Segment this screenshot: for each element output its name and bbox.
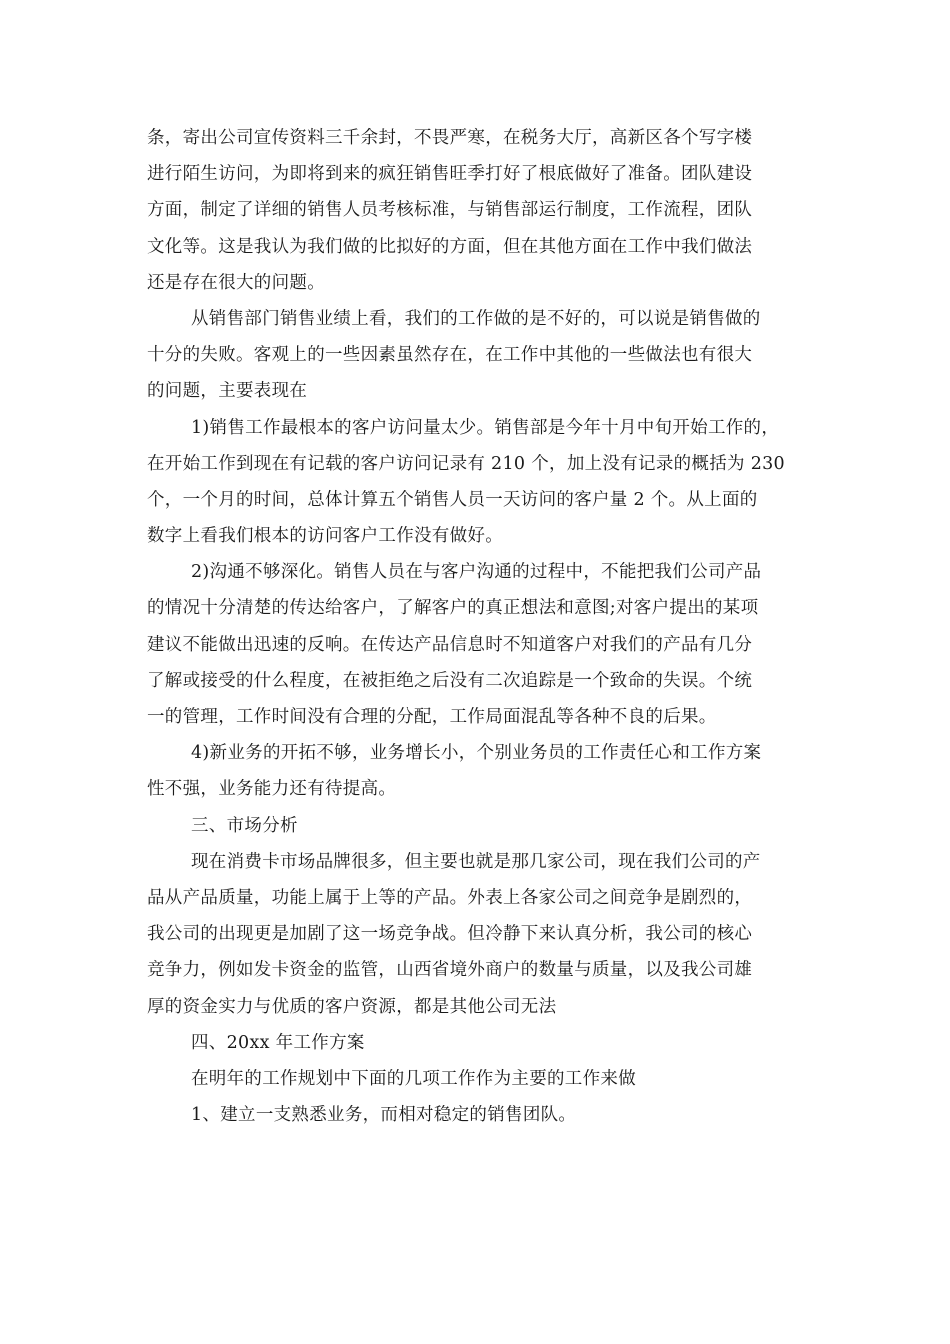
text-line: 1、建立一支熟悉业务，而相对稳定的销售团队。 bbox=[191, 1105, 577, 1126]
text-line: 三、市场分析 bbox=[191, 815, 298, 836]
text-line: 进行陌生访问，为即将到来的疯狂销售旺季打好了根底做好了准备。团队建设 bbox=[147, 164, 753, 185]
text-line: 在明年的工作规划中下面的几项工作作为主要的工作来做 bbox=[191, 1068, 636, 1089]
text-line: 数字上看我们根本的访问客户工作没有做好。 bbox=[147, 526, 503, 547]
text-line: 建议不能做出迅速的反响。在传达产品信息时不知道客户对我们的产品有几分 bbox=[147, 634, 753, 655]
text-line: 了解或接受的什么程度，在被拒绝之后没有二次追踪是一个致命的失误。个统 bbox=[147, 670, 753, 691]
text-line: 方面，制定了详细的销售人员考核标准，与销售部运行制度，工作流程，团队 bbox=[147, 200, 753, 221]
text-line: 十分的失败。客观上的一些因素虽然存在，在工作中其他的一些做法也有很大 bbox=[147, 345, 753, 366]
text-line: 竞争力，例如发卡资金的监管，山西省境外商户的数量与质量，以及我公司雄 bbox=[147, 960, 753, 981]
text-line: 一的管理，工作时间没有合理的分配，工作局面混乱等各种不良的后果。 bbox=[147, 707, 717, 727]
text-line: 品从产品质量，功能上属于上等的产品。外表上各家公司之间竞争是剧烈的， bbox=[147, 887, 753, 908]
text-line: 性不强，业务能力还有待提高。 bbox=[147, 779, 397, 800]
text-line: 4)新业务的开拓不够，业务增长小，个别业务员的工作责任心和工作方案 bbox=[191, 743, 762, 764]
text-line: 从销售部门销售业绩上看，我们的工作做的是不好的，可以说是销售做的 bbox=[191, 308, 761, 329]
text-line: 我公司的出现更是加剧了这一场竞争战。但冷静下来认真分析，我公司的核心 bbox=[147, 924, 753, 945]
text-line: 2)沟通不够深化。销售人员在与客户沟通的过程中，不能把我们公司产品 bbox=[191, 562, 762, 583]
text-line: 现在消费卡市场品牌很多，但主要也就是那几家公司，现在我们公司的产 bbox=[191, 851, 761, 872]
text-line: 在开始工作到现在有记载的客户访问记录有 210 个，加上没有记录的概括为 230 bbox=[147, 453, 785, 474]
text-line: 的问题，主要表现在 bbox=[147, 381, 308, 402]
document-body bbox=[147, 120, 827, 1133]
text-line: 还是存在很大的问题。 bbox=[147, 272, 325, 293]
text-line: 个，一个月的时间，总体计算五个销售人员一天访问的客户量 2 个。从上面的 bbox=[147, 489, 758, 510]
text-line: 四、20xx 年工作方案 bbox=[191, 1032, 365, 1053]
text-line: 文化等。这是我认为我们做的比拟好的方面，但在其他方面在工作中我们做法 bbox=[147, 236, 753, 257]
text-line: 厚的资金实力与优质的客户资源，都是其他公司无法 bbox=[147, 996, 557, 1017]
text-line: 1)销售工作最根本的客户访问量太少。销售部是今年十月中旬开始工作的， bbox=[191, 417, 780, 438]
text-line: 的情况十分清楚的传达给客户，了解客户的真正想法和意图;对客户提出的某项 bbox=[147, 598, 759, 619]
text-line: 条，寄出公司宣传资料三千余封，不畏严寒，在税务大厅，高新区各个写字楼 bbox=[147, 128, 753, 148]
